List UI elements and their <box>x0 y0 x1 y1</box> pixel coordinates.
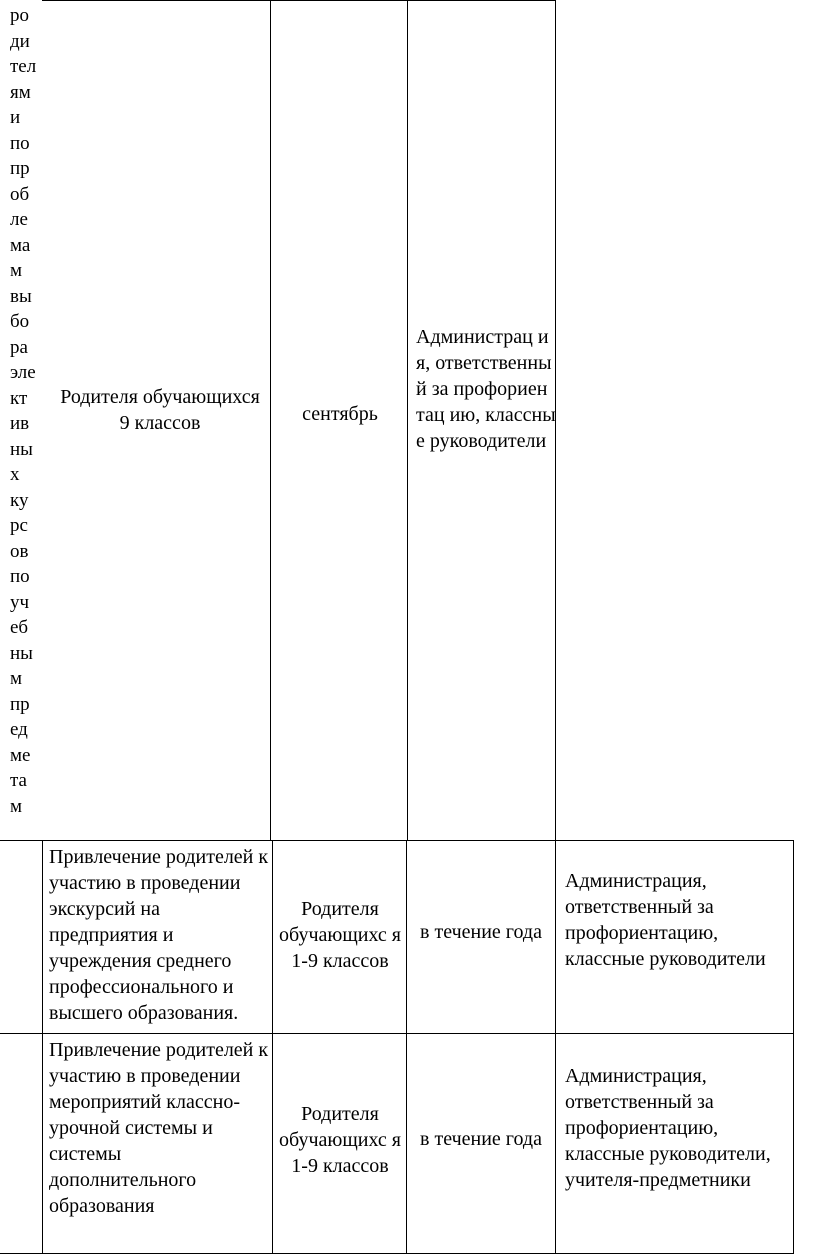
participants-cell <box>274 1100 406 1180</box>
table-border-bottom <box>0 1253 794 1254</box>
responsible-cell: Администрация, ответственный за профориентацию, классные руководители <box>565 870 766 970</box>
row-divider <box>0 840 794 841</box>
date-cell <box>408 1113 554 1165</box>
column-divider <box>555 840 556 1254</box>
participants-text: Родителя обучающихс я 1-9 классов <box>279 1103 401 1177</box>
responsible-cell: Администрация, ответственный за профориентацию, классные руководители, учителя-предметники <box>565 1065 771 1191</box>
date-cell <box>275 400 405 430</box>
table-border-right <box>793 840 794 1254</box>
date-text: сентябрь <box>302 403 378 426</box>
event-cell: Привлечение родителей к участию в проведении экскурсий на предприятия и учреждения среднего профессионального и высшего образования. <box>49 846 269 1024</box>
column-divider <box>407 0 408 840</box>
row-divider <box>0 1033 794 1034</box>
participants-cell <box>60 360 260 460</box>
participants-text: Родителя обучающихс я 1-9 классов <box>279 898 401 972</box>
column-divider <box>42 840 43 1254</box>
column-divider <box>270 0 271 840</box>
column-divider <box>272 840 273 1254</box>
participants-text: Родителя обучающихся 9 классов <box>60 386 260 434</box>
participants-cell <box>274 895 406 975</box>
table-border-top <box>42 0 555 1</box>
event-cell: Привлечение родителей к участию в проведении мероприятий классно-урочной системы и системы дополнительного образования <box>49 1039 269 1217</box>
responsible-cell: Администрац ия, ответственны й за профориентац ию, классные руководители <box>416 326 556 452</box>
column-divider <box>406 840 407 1254</box>
date-cell <box>408 906 554 958</box>
date-text: в течение года <box>420 921 542 943</box>
date-text: в течение года <box>420 1128 542 1150</box>
event-cell: ро ди тел ям и по пр об ле ма м вы бо ра эле кт ив ны х ку рс ов по уч еб ны м пр ед ме та м <box>10 5 37 817</box>
